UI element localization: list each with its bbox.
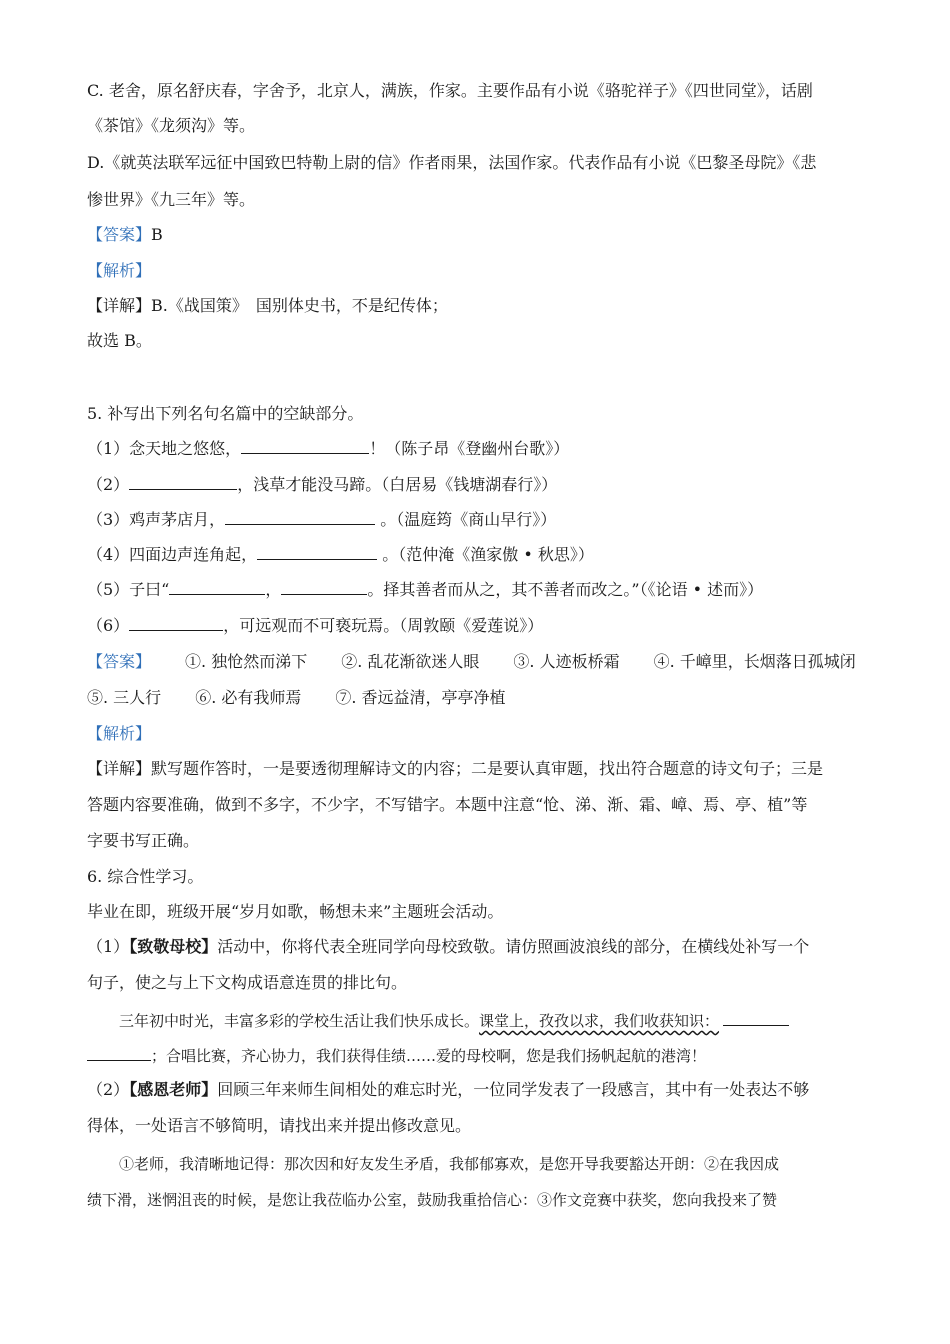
fill-blank[interactable] [169, 580, 265, 595]
q6-sub2-line1 [87, 1079, 877, 1101]
q5-analysis [87, 723, 877, 745]
fill-blank[interactable] [225, 510, 375, 525]
answer-item: ③. 人迹板桥霜 [513, 652, 620, 671]
q4-analysis [87, 260, 877, 282]
q4-conclusion: 故选 B。 [87, 331, 152, 350]
q4-option-c-line2: 《茶馆》《龙须沟》等。 [87, 116, 256, 135]
analysis-tag: 【解析】 [87, 724, 152, 743]
item-suffix: ，可远观而不可亵玩焉。（周敦颐《爱莲说》） [223, 616, 544, 635]
q5-item-3 [87, 509, 877, 531]
q4-option-c-line1: C. 老舍，原名舒庆春，字舍予，北京人，满族，作家。主要作品有小说《骆驼祥子》《四世同堂》，话剧 [87, 81, 813, 100]
item-prefix: （4）四面边声连角起， [87, 545, 258, 564]
q5-title: 5. 补写出下列名句名篇中的空缺部分。 [87, 404, 364, 423]
fill-blank[interactable] [129, 616, 223, 631]
q5-detail-line3: 字要书写正确。 [87, 831, 200, 850]
answer-tag: 【答案】 [87, 225, 152, 244]
item-prefix: （6） [87, 616, 130, 635]
wavy-underlined-text: 课堂上，孜孜以求，我们收获知识： [479, 1012, 720, 1030]
answer-item: ④. 千嶂里，长烟落日孤城闭 [653, 652, 856, 671]
q4-option-d-line1: D.《就英法联军远征中国致巴特勒上尉的信》作者雨果，法国作家。代表作品有小说《巴黎圣母院》《悲 [87, 153, 817, 172]
q5-item-1 [87, 438, 877, 460]
sub-number: （2） [87, 1080, 130, 1099]
item-prefix: （1）念天地之悠悠， [87, 439, 242, 458]
item-separator: ， [265, 580, 282, 599]
passage-text: 三年初中时光，丰富多彩的学校生活让我们快乐成长。 [119, 1012, 480, 1030]
q4-answer [87, 224, 877, 246]
passage-text: ；合唱比赛，齐心协力，我们获得佳绩……爱的母校啊，您是我们扬帆起航的港湾！ [151, 1047, 707, 1065]
answer-value: B [151, 225, 163, 244]
detail-tag: 【详解】 [87, 759, 152, 778]
q6-passage1-line2 [87, 1045, 877, 1067]
fill-blank[interactable] [241, 439, 369, 454]
q4-detail [87, 295, 877, 317]
fill-blank[interactable] [129, 475, 237, 490]
item-suffix: ，浅草才能没马蹄。（白居易《钱塘湖春行》） [237, 475, 558, 494]
answer-tag: 【答案】 [87, 652, 152, 671]
detail-text: 默写题作答时，一是要透彻理解诗文的内容；二是要认真审题，找出符合题意的诗文句子；三是 [151, 759, 824, 778]
q5-answers-line1 [87, 651, 877, 673]
q6-title: 6. 综合性学习。 [87, 867, 204, 886]
item-suffix: 。择其善者而从之，其不善者而改之。”（《论语 • 述而》） [367, 580, 764, 599]
fill-blank[interactable] [281, 580, 367, 595]
detail-text: B.《战国策》 国别体史书，不是纪传体； [151, 296, 448, 315]
q6-intro: 毕业在即，班级开展“岁月如歌，畅想未来”主题班会活动。 [87, 902, 504, 921]
answer-item: ⑥. 必有我师焉 [195, 688, 302, 707]
detail-tag: 【详解】 [87, 296, 152, 315]
q6-passage2-line2: 绩下滑，迷惘沮丧的时候，是您让我莅临办公室，鼓励我重拾信心：③作文竞赛中获奖，您向我投来了赞 [87, 1191, 778, 1209]
q5-detail-line2: 答题内容要准确，做到不多字，不少字，不写错字。本题中注意“怆、涕、渐、霜、嶂、焉、亭、植”等 [87, 795, 808, 814]
q6-sub1-line2: 句子，使之与上下文构成语意连贯的排比句。 [87, 973, 408, 992]
fill-blank[interactable] [87, 1046, 151, 1061]
item-prefix: （5）子曰“ [87, 580, 170, 599]
analysis-tag: 【解析】 [87, 261, 152, 280]
answer-item: ②. 乱花渐欲迷人眼 [341, 652, 480, 671]
sub-heading: 【致敬母校】 [129, 937, 218, 956]
q5-item-5 [87, 579, 877, 601]
answer-item: ①. 独怆然而涕下 [185, 652, 308, 671]
q5-item-2 [87, 474, 877, 496]
fill-blank[interactable] [257, 545, 377, 560]
item-prefix: （3）鸡声茅店月， [87, 510, 226, 529]
q5-item-4 [87, 544, 877, 566]
q6-sub1-line1 [87, 936, 877, 958]
q6-passage1-line1 [119, 1010, 879, 1032]
sub-text: 回顾三年来师生间相处的难忘时光，一位同学发表了一段感言，其中有一处表达不够 [217, 1080, 810, 1099]
q5-answers-line2 [87, 687, 877, 709]
q5-item-6 [87, 615, 877, 637]
answer-item: ⑦. 香远益清，亭亭净植 [335, 688, 506, 707]
item-prefix: （2） [87, 475, 130, 494]
q6-sub2-line2: 得体，一处语言不够简明，请找出来并提出修改意见。 [87, 1116, 472, 1135]
sub-heading: 【感恩老师】 [129, 1080, 218, 1099]
item-suffix: ！（陈子昂《登幽州台歌》） [369, 439, 570, 458]
item-suffix: 。（范仲淹《渔家傲 • 秋思》） [377, 545, 594, 564]
fill-blank[interactable] [723, 1011, 789, 1026]
sub-number: （1） [87, 937, 130, 956]
answer-item: ⑤. 三人行 [87, 688, 162, 707]
q5-detail-line1 [87, 758, 877, 780]
sub-text: 活动中，你将代表全班同学向母校致敬。请仿照画波浪线的部分，在横线处补写一个 [217, 937, 810, 956]
q4-option-d-line2: 惨世界》《九三年》等。 [87, 190, 256, 209]
q6-passage2-line1: ①老师，我清晰地记得：那次因和好友发生矛盾，我郁郁寡欢，是您开导我要豁达开朗：②在我因成 [119, 1155, 780, 1173]
item-suffix: 。（温庭筠《商山早行》） [375, 510, 557, 529]
